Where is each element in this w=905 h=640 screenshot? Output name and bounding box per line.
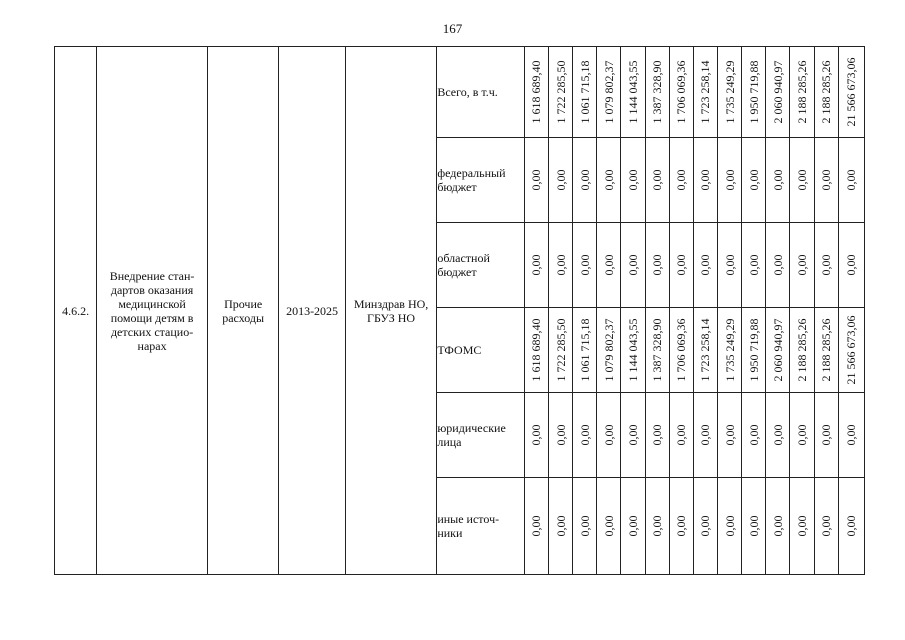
- amount-cell: [645, 47, 669, 138]
- amount-cell: [524, 223, 548, 308]
- amount-cell: [621, 308, 645, 393]
- amount-cell: [645, 308, 669, 393]
- amount-value: 1 079 802,37: [601, 60, 616, 124]
- amount-cell: [524, 47, 548, 138]
- amount-cell: [693, 393, 717, 478]
- amount-cell: [573, 478, 597, 575]
- amount-cell: [838, 308, 864, 393]
- amount-value: 0,00: [529, 169, 544, 191]
- funding-source-label: ТФОМС: [437, 308, 525, 393]
- amount-cell: [814, 223, 838, 308]
- amount-cell: [669, 47, 693, 138]
- amount-cell: [838, 478, 864, 575]
- amount-value: 0,00: [698, 169, 713, 191]
- amount-cell: [645, 223, 669, 308]
- amount-cell: [669, 308, 693, 393]
- amount-value: 2 060 940,97: [770, 318, 785, 382]
- amount-value: 0,00: [698, 424, 713, 446]
- amount-cell: [524, 393, 548, 478]
- amount-value: 0,00: [698, 254, 713, 276]
- amount-value: 0,00: [794, 515, 809, 537]
- amount-value: 0,00: [601, 515, 616, 537]
- amount-cell: [524, 308, 548, 393]
- amount-cell: [790, 308, 814, 393]
- amount-cell: [790, 478, 814, 575]
- amount-value: 0,00: [794, 424, 809, 446]
- amount-cell: [717, 393, 741, 478]
- amount-cell: [790, 47, 814, 138]
- amount-cell: [621, 138, 645, 223]
- funding-source-label: федеральный бюджет: [437, 138, 525, 223]
- amount-value: 2 188 285,26: [794, 60, 809, 124]
- amount-value: 1 387 328,90: [650, 60, 665, 124]
- amount-cell: [621, 393, 645, 478]
- amount-cell: [742, 393, 766, 478]
- amount-cell: [766, 308, 790, 393]
- amount-cell: [814, 47, 838, 138]
- amount-cell: [790, 138, 814, 223]
- funding-source-label: областной бюджет: [437, 223, 525, 308]
- amount-value: 0,00: [650, 515, 665, 537]
- amount-value: 2 188 285,26: [819, 60, 834, 124]
- amount-cell: [669, 223, 693, 308]
- amount-value: 0,00: [770, 424, 785, 446]
- amount-value: 0,00: [674, 169, 689, 191]
- activity-name: Внедрение стан-дартов оказания медицинской помощи детям в детских стацио-нарах: [97, 47, 208, 575]
- amount-value: 2 188 285,26: [819, 318, 834, 382]
- amount-cell: [621, 223, 645, 308]
- amount-value: 0,00: [650, 254, 665, 276]
- amount-value: 0,00: [553, 169, 568, 191]
- amount-cell: [573, 393, 597, 478]
- source-row: [55, 47, 865, 138]
- amount-value: 0,00: [746, 169, 761, 191]
- funding-source-label: юридические лица: [437, 393, 525, 478]
- amount-cell: [693, 478, 717, 575]
- amount-value: 1 722 285,50: [553, 318, 568, 382]
- amount-cell: [717, 47, 741, 138]
- amount-value: 0,00: [674, 254, 689, 276]
- amount-cell: [693, 47, 717, 138]
- amount-cell: [717, 308, 741, 393]
- amount-cell: [549, 223, 573, 308]
- amount-value: 1 079 802,37: [601, 318, 616, 382]
- amount-cell: [814, 308, 838, 393]
- amount-cell: [549, 393, 573, 478]
- amount-cell: [621, 478, 645, 575]
- amount-cell: [669, 138, 693, 223]
- amount-value: 0,00: [601, 169, 616, 191]
- amount-cell: [742, 478, 766, 575]
- amount-value: 0,00: [625, 169, 640, 191]
- amount-value: 0,00: [722, 515, 737, 537]
- amount-value: 1 735 249,29: [722, 318, 737, 382]
- amount-cell: [766, 478, 790, 575]
- amount-cell: [838, 47, 864, 138]
- program-table: [54, 46, 865, 575]
- amount-value: 0,00: [577, 515, 592, 537]
- amount-cell: [717, 223, 741, 308]
- amount-cell: [814, 138, 838, 223]
- amount-value: 0,00: [553, 515, 568, 537]
- amount-value: 0,00: [844, 424, 859, 446]
- amount-value: 1 061 715,18: [577, 60, 592, 124]
- amount-value: 1 950 719,88: [746, 60, 761, 124]
- amount-cell: [549, 47, 573, 138]
- amount-cell: [838, 393, 864, 478]
- amount-value: 0,00: [650, 424, 665, 446]
- amount-cell: [645, 478, 669, 575]
- amount-value: 0,00: [577, 254, 592, 276]
- page-number: 167: [442, 21, 463, 36]
- amount-value: 21 566 673,06: [844, 315, 859, 385]
- amount-value: 0,00: [819, 169, 834, 191]
- amount-cell: [573, 223, 597, 308]
- amount-cell: [742, 308, 766, 393]
- amount-cell: [766, 393, 790, 478]
- amount-value: 1 722 285,50: [553, 60, 568, 124]
- executor: Минздрав НО, ГБУЗ НО: [345, 47, 437, 575]
- amount-value: 2 188 285,26: [794, 318, 809, 382]
- amount-value: 0,00: [553, 424, 568, 446]
- amount-cell: [766, 47, 790, 138]
- amount-value: 0,00: [674, 515, 689, 537]
- amount-cell: [669, 393, 693, 478]
- amount-cell: [693, 223, 717, 308]
- amount-cell: [790, 223, 814, 308]
- amount-cell: [814, 393, 838, 478]
- expense-type: Прочие расходы: [207, 47, 278, 575]
- funding-source-label: иные источ-ники: [437, 478, 525, 575]
- amount-value: 1 387 328,90: [650, 318, 665, 382]
- amount-value: 1 723 258,14: [698, 318, 713, 382]
- amount-value: 1 706 069,36: [674, 60, 689, 124]
- amount-value: 0,00: [722, 169, 737, 191]
- amount-value: 2 060 940,97: [770, 60, 785, 124]
- row-number: 4.6.2.: [55, 47, 97, 575]
- amount-cell: [790, 393, 814, 478]
- amount-value: 0,00: [674, 424, 689, 446]
- amount-value: 0,00: [722, 254, 737, 276]
- amount-cell: [597, 308, 621, 393]
- amount-value: 0,00: [770, 515, 785, 537]
- amount-value: 0,00: [625, 424, 640, 446]
- amount-cell: [524, 138, 548, 223]
- amount-cell: [814, 478, 838, 575]
- amount-value: 0,00: [746, 254, 761, 276]
- amount-value: 0,00: [844, 169, 859, 191]
- amount-value: 0,00: [601, 254, 616, 276]
- amount-value: 0,00: [819, 515, 834, 537]
- amount-cell: [838, 138, 864, 223]
- amount-value: 0,00: [746, 424, 761, 446]
- amount-cell: [693, 308, 717, 393]
- amount-cell: [597, 47, 621, 138]
- amount-value: 0,00: [722, 424, 737, 446]
- amount-value: 0,00: [770, 169, 785, 191]
- amount-value: 1 144 043,55: [625, 318, 640, 382]
- amount-cell: [573, 47, 597, 138]
- amount-cell: [766, 138, 790, 223]
- amount-value: 1 723 258,14: [698, 60, 713, 124]
- amount-value: 0,00: [794, 169, 809, 191]
- amount-cell: [742, 47, 766, 138]
- amount-value: 1 735 249,29: [722, 60, 737, 124]
- amount-cell: [693, 138, 717, 223]
- amount-value: 0,00: [577, 169, 592, 191]
- amount-value: 0,00: [770, 254, 785, 276]
- amount-value: 0,00: [529, 424, 544, 446]
- funding-source-label: Всего, в т.ч.: [437, 47, 525, 138]
- amount-cell: [669, 478, 693, 575]
- amount-cell: [742, 138, 766, 223]
- amount-cell: [645, 138, 669, 223]
- amount-value: 0,00: [844, 515, 859, 537]
- amount-cell: [597, 478, 621, 575]
- amount-cell: [838, 223, 864, 308]
- amount-value: 1 618 689,40: [529, 318, 544, 382]
- amount-value: 1 706 069,36: [674, 318, 689, 382]
- amount-value: 1 950 719,88: [746, 318, 761, 382]
- amount-value: 0,00: [819, 424, 834, 446]
- amount-value: 0,00: [529, 515, 544, 537]
- amount-value: 0,00: [819, 254, 834, 276]
- amount-value: 1 061 715,18: [577, 318, 592, 382]
- amount-cell: [717, 138, 741, 223]
- amount-cell: [717, 478, 741, 575]
- amount-cell: [742, 223, 766, 308]
- amount-value: 0,00: [625, 254, 640, 276]
- amount-cell: [573, 308, 597, 393]
- amount-value: 0,00: [698, 515, 713, 537]
- amount-value: 0,00: [601, 424, 616, 446]
- amount-value: 0,00: [650, 169, 665, 191]
- amount-cell: [597, 138, 621, 223]
- amount-cell: [573, 138, 597, 223]
- amount-cell: [597, 223, 621, 308]
- amount-value: 0,00: [844, 254, 859, 276]
- amount-value: 0,00: [625, 515, 640, 537]
- amount-value: 1 144 043,55: [625, 60, 640, 124]
- amount-cell: [766, 223, 790, 308]
- amount-value: 0,00: [794, 254, 809, 276]
- implementation-years: 2013-2025: [279, 47, 345, 575]
- amount-cell: [524, 478, 548, 575]
- amount-cell: [621, 47, 645, 138]
- amount-value: 21 566 673,06: [844, 57, 859, 127]
- amount-cell: [549, 308, 573, 393]
- amount-cell: [549, 478, 573, 575]
- amount-cell: [597, 393, 621, 478]
- amount-value: 0,00: [577, 424, 592, 446]
- amount-cell: [645, 393, 669, 478]
- amount-value: 0,00: [553, 254, 568, 276]
- amount-value: 1 618 689,40: [529, 60, 544, 124]
- amount-value: 0,00: [529, 254, 544, 276]
- amount-value: 0,00: [746, 515, 761, 537]
- amount-cell: [549, 138, 573, 223]
